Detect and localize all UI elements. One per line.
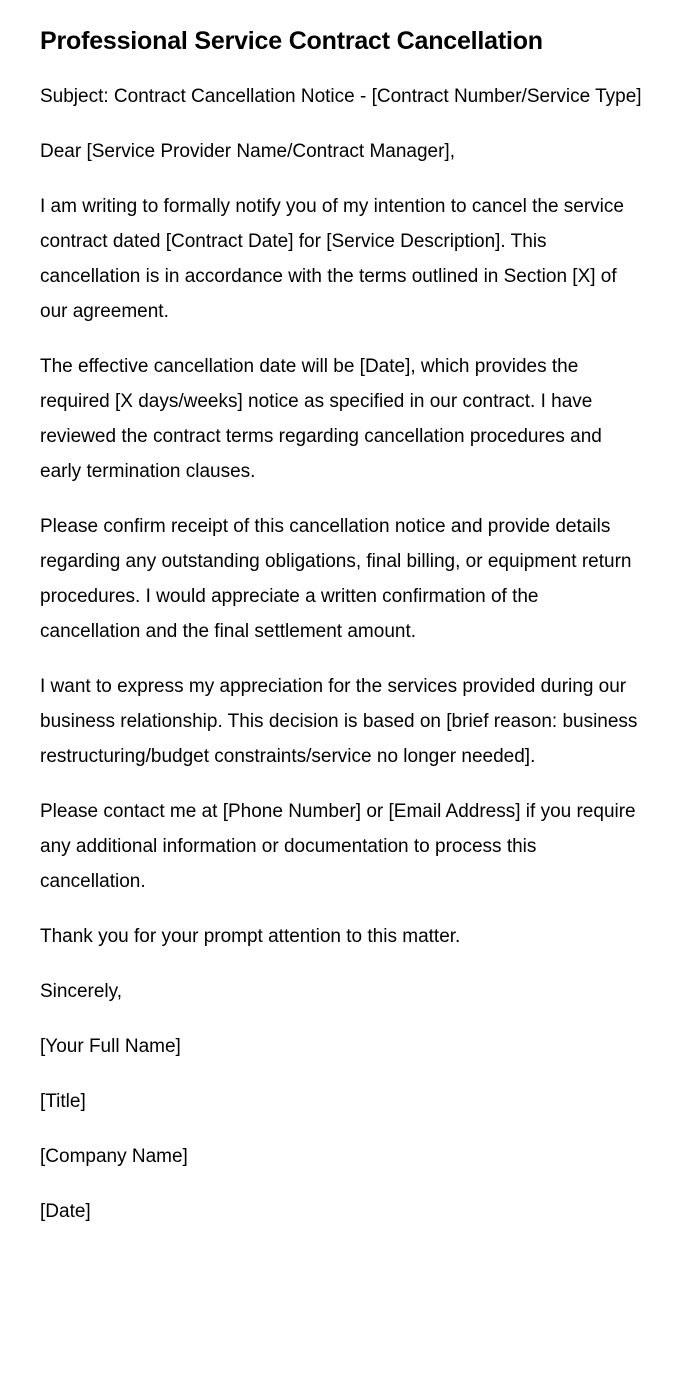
paragraph-closing: Sincerely,	[40, 981, 123, 1003]
paragraph-subject: Subject: Contract Cancellation Notice - [Contract Number/Service Type]	[40, 86, 642, 108]
signature-company: [Company Name]	[40, 1146, 188, 1168]
paragraph-intent: I am writing to formally notify you of my intention to cancel the service contract dated [Contract Date] for [Service Description]. This cancellation is in accordance with the terms outlined in Section [X] of our agreement.	[40, 196, 624, 323]
signature-name: [Your Full Name]	[40, 1036, 181, 1058]
signature-date: [Date]	[40, 1201, 91, 1223]
paragraph-contact: Please contact me at [Phone Number] or [Email Address] if you require any additional information or documentation to process this cancellation.	[40, 801, 636, 893]
paragraph-salutation: Dear [Service Provider Name/Contract Manager],	[40, 141, 455, 163]
paragraph-appreciation: I want to express my appreciation for the services provided during our business relationship. This decision is based on [brief reason: business restructuring/budget constraints/service no longer needed].	[40, 676, 638, 768]
paragraph-confirmation: Please confirm receipt of this cancellation notice and provide details regarding any outstanding obligations, final billing, or equipment return procedures. I would appreciate a written confirmation of the cancellation and the final settlement amount.	[40, 516, 632, 643]
signature-title: [Title]	[40, 1091, 86, 1113]
page-title: Professional Service Contract Cancellation	[40, 27, 543, 55]
paragraph-effective-date: The effective cancellation date will be [Date], which provides the required [X days/weeks] notice as specified in our contract. I have reviewed the contract terms regarding cancellation procedures and early termination clauses.	[40, 356, 602, 483]
paragraph-thanks: Thank you for your prompt attention to this matter.	[40, 926, 461, 948]
